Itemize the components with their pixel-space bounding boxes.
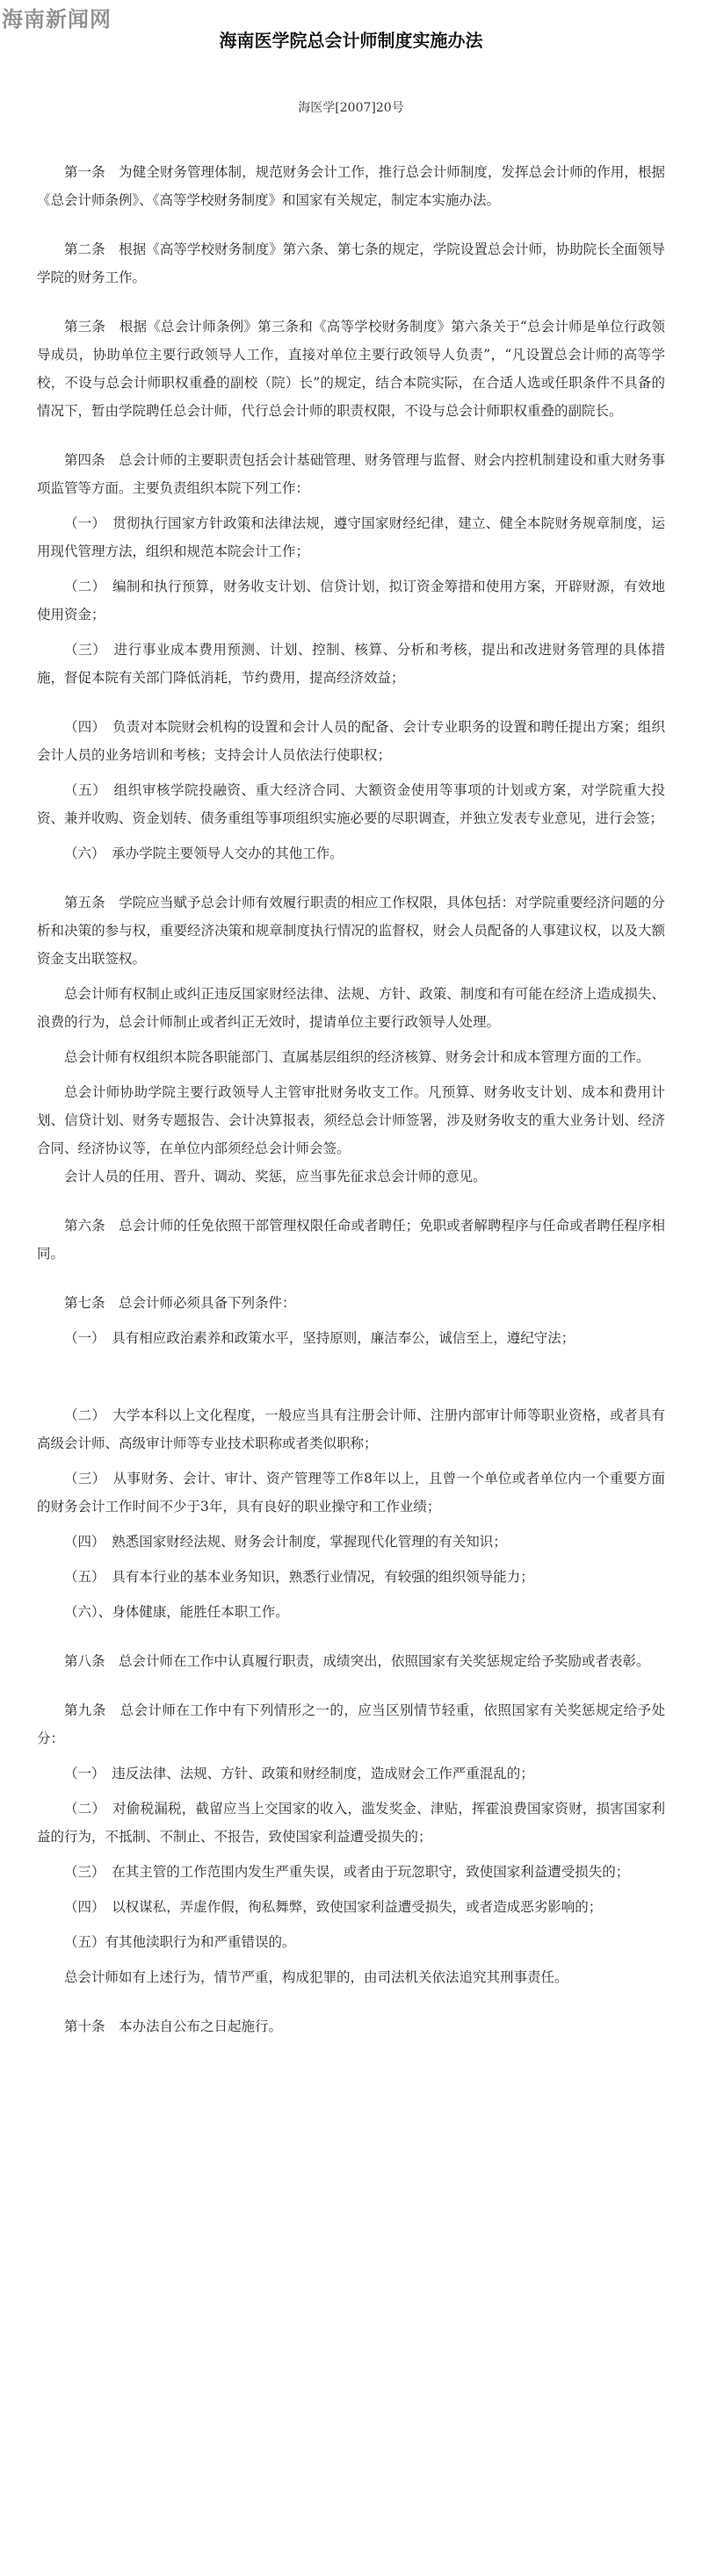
paragraph: 第八条 总会计师在工作中认真履行职责，成绩突出，依照国家有关奖惩规定给予奖励或者表彰。: [64, 1653, 650, 1669]
paragraph: （二） 大学本科以上文化程度，一般应当具有注册会计师、注册内部审计师等职业资格，或者具有高级会计师、高级审计师等专业技术职称或者类似职称；: [37, 1407, 665, 1451]
paragraph: 第四条 总会计师的主要职责包括会计基础管理、财务管理与监督、财会内控机制建设和重大财务事项监管等方面。主要负责组织本院下列工作：: [37, 452, 665, 496]
paragraph: （五） 具有本行业的基本业务知识，熟悉行业情况，有较强的组织领导能力；: [64, 1569, 534, 1585]
paragraph: 第二条 根据《高等学校财务制度》第六条、第七条的规定，学院设置总会计师，协助院长全面领导学院的财务工作。: [37, 241, 665, 285]
paragraph: 第九条 总会计师在工作中有下列情形之一的，应当区别情节轻重，依照国家有关奖惩规定给予处分：: [37, 1702, 665, 1746]
paragraph: （二） 编制和执行预算，财务收支计划、信贷计划，拟订资金筹措和使用方案，开辟财源，有效地使用资金；: [37, 579, 665, 622]
paragraph: （三） 进行事业成本费用预测、计划、控制、核算、分析和考核，提出和改进财务管理的具体措施，督促本院有关部门降低消耗，节约费用，提高经济效益；: [37, 642, 665, 686]
paragraph: （五） 组织审核学院投融资、重大经济合同、大额资金使用等事项的计划或方案，对学院重大投资、兼并收购、资金划转、债务重组等事项组织实施必要的尽职调查，并独立发表专业意见，进行会签；: [37, 782, 665, 826]
paragraph: （三） 从事财务、会计、审计、资产管理等工作8年以上，且曾一个单位或者单位内一个重要方面的财务会计工作时间不少于3年，具有良好的职业操守和工作业绩；: [37, 1471, 665, 1515]
paragraph: 第五条 学院应当赋予总会计师有效履行职责的相应工作权限，具体包括：对学院重要经济问题的分析和决策的参与权，重要经济决策和规章制度执行情况的监督权，财会人员配备的人事建议权，以及大额资金支出联签权。: [37, 895, 665, 967]
document-number: 海医学[2007]20号: [298, 101, 404, 115]
paragraph: 第三条 根据《总会计师条例》第三条和《高等学校财务制度》第六条关于“总会计师是单位行政领导成员，协助单位主要行政领导人工作，直接对单位主要行政领导人负责”，“凡设置总会计师的高等学校，不设与总会计师职权重叠的副校（院）长”的规定，结合本院实际，在合适人选或任职条件不具备的情况下，暂由学院聘任总会计师，代行总会计师的职责权限，不设与总会计师职权重叠的副院长。: [37, 319, 665, 419]
paragraph: （四） 熟悉国家财经法规、财务会计制度，掌握现代化管理的有关知识；: [64, 1534, 507, 1550]
page-title: 海南医学院总会计师制度实施办法: [219, 30, 483, 51]
paragraph: 总会计师协助学院主要行政领导人主管审批财务收支工作。凡预算、财务收支计划、成本和费用计划、信贷计划、财务专题报告、会计决算报表，须经总会计师签署，涉及财务收支的重大业务计划、经济合同、经济协议等，在单位内部须经总会计师会签。: [37, 1084, 665, 1156]
paragraph: 第六条 总会计师的任免依照干部管理权限任命或者聘任；免职或者解聘程序与任命或者聘任程序相同。: [37, 1218, 665, 1262]
paragraph: （四） 负责对本院财会机构的设置和会计人员的配备、会计专业职务的设置和聘任提出方案；组织会计人员的业务培训和考核；支持会计人员依法行使职权；: [37, 719, 665, 763]
paragraph: （二） 对偷税漏税，截留应当上交国家的收入，滥发奖金、津贴，挥霍浪费国家资财，损害国家利益的行为，不抵制、不制止、不报告，致使国家利益遭受损失的；: [37, 1801, 665, 1845]
paragraph: （六）、身体健康，能胜任本职工作。: [64, 1604, 289, 1620]
watermark-logo: 海南新闻网: [2, 7, 112, 32]
paragraph: （一） 具有相应政治素养和政策水平，坚持原则，廉洁奉公，诚信至上，遵纪守法；: [64, 1330, 575, 1346]
paragraph: 总会计师有权组织本院各职能部门、直属基层组织的经济核算、财务会计和成本管理方面的工作。: [64, 1049, 650, 1065]
paragraph: （六） 承办学院主要领导人交办的其他工作。: [64, 845, 344, 861]
paragraph: 总会计师如有上述行为，情节严重，构成犯罪的，由司法机关依法追究其刑事责任。: [64, 1969, 568, 1985]
paragraph: （一） 违反法律、法规、方针、政策和财经制度，造成财会工作严重混乱的；: [64, 1766, 534, 1781]
document-body: [37, 158, 665, 2040]
paragraph: 会计人员的任用、晋升、调动、奖惩，应当事先征求总会计师的意见。: [64, 1169, 487, 1184]
paragraph: 第七条 总会计师必须具备下列条件：: [64, 1295, 296, 1311]
paragraph: 第一条 为健全财务管理体制，规范财务会计工作，推行总会计师制度，发挥总会计师的作用，根据《总会计师条例》、《高等学校财务制度》和国家有关规定，制定本实施办法。: [37, 164, 665, 208]
paragraph: （五）有其他渎职行为和严重错误的。: [64, 1934, 296, 1950]
paragraph: 第十条 本办法自公布之日起施行。: [64, 2018, 283, 2034]
paragraph: 总会计师有权制止或纠正违反国家财经法律、法规、方针、政策、制度和有可能在经济上造成损失、浪费的行为，总会计师制止或者纠正无效时，提请单位主要行政领导人处理。: [37, 986, 665, 1030]
paragraph: （四） 以权谋私，弄虚作假，徇私舞弊，致使国家利益遭受损失，或者造成恶劣影响的；: [64, 1899, 603, 1915]
paragraph: （一） 贯彻执行国家方针政策和法律法规，遵守国家财经纪律，建立、健全本院财务规章制度，运用现代管理方法，组织和规范本院会计工作；: [37, 515, 665, 559]
paragraph: （三） 在其主管的工作范围内发生严重失误，或者由于玩忽职守，致使国家利益遭受损失的；: [64, 1864, 630, 1880]
